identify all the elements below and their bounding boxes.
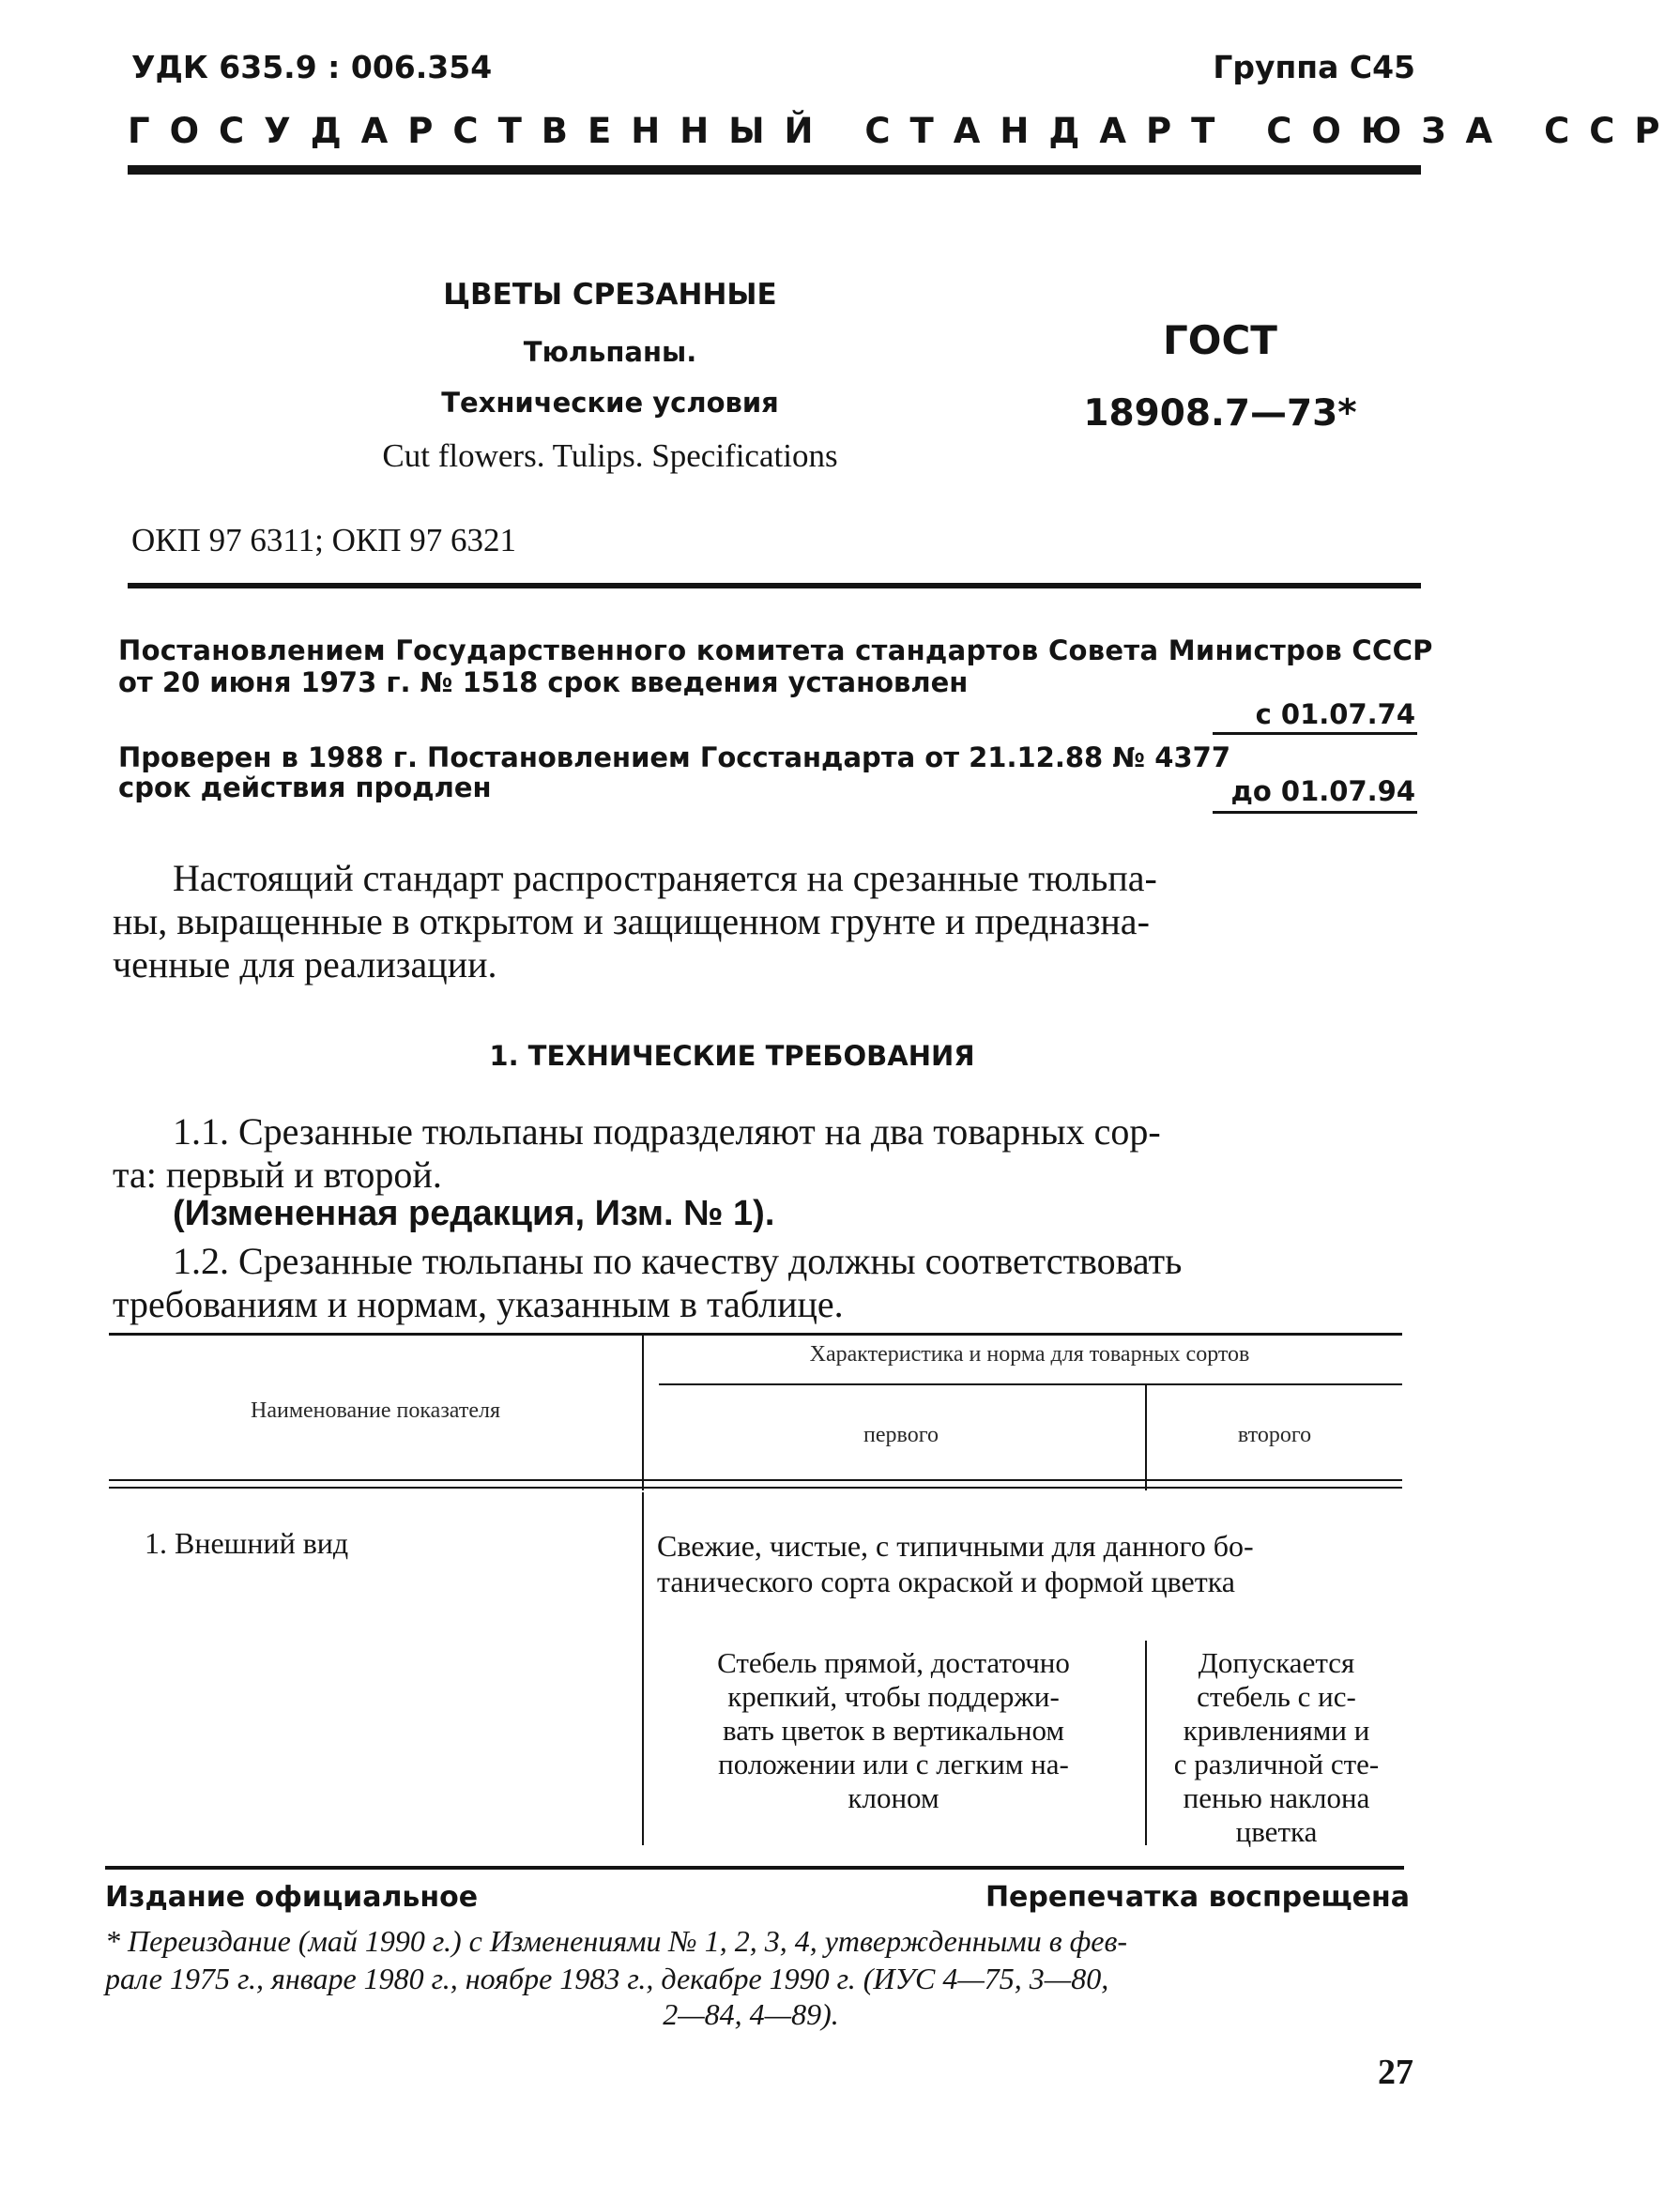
- p12-line-1: 1.2. Срезанные тюльпаны по качеству должны соответствовать: [173, 1240, 1183, 1282]
- doc-subtitle-2: Технические условия: [441, 387, 779, 419]
- row1-second-line: стебель с ис-: [1197, 1680, 1356, 1713]
- row1-second-line: Допускается: [1198, 1646, 1355, 1679]
- footer-rule: [105, 1866, 1404, 1870]
- udk-code: УДК 635.9 : 006.354: [131, 49, 493, 85]
- row1-second-line: цветка: [1235, 1815, 1318, 1848]
- section-heading: 1. ТЕХНИЧЕСКИЕ ТРЕБОВАНИЯ: [489, 1040, 975, 1072]
- intro-line-2: ны, выращенные в открытом и защищенном грунте и предназна-: [113, 900, 1150, 942]
- header-second-grade: второго: [1237, 1423, 1312, 1447]
- english-title: Cut flowers. Tulips. Specifications: [382, 437, 838, 474]
- group-code: Группа С45: [1213, 49, 1415, 85]
- p12-line-2: требованиям и нормам, указанным в таблице.: [113, 1283, 844, 1325]
- table-group-rule: [659, 1383, 1402, 1385]
- header-grade-group: Характеристика и норма для товарных сортов: [809, 1342, 1250, 1367]
- decree-line-4: срок действия продлен: [118, 772, 492, 803]
- reissue-note-line-1: * Переиздание (май 1990 г.) с Изменениями № 1, 2, 3, 4, утвержденными в фев-: [105, 1924, 1128, 1958]
- okp-codes: ОКП 97 6311; ОКП 97 6321: [131, 522, 516, 558]
- row1-first-line: вать цветок в вертикальном: [722, 1714, 1065, 1747]
- row1-parameter: 1. Внешний вид: [145, 1526, 349, 1560]
- date-to-rule: [1213, 811, 1417, 814]
- reissue-note-line-2: рале 1975 г., январе 1980 г., ноябре 1983 г., декабре 1990 г. (ИУС 4—75, 3—80,: [105, 1962, 1109, 1995]
- table-body-subdivider: [1145, 1641, 1147, 1845]
- table-body-divider: [642, 1492, 644, 1845]
- row1-second-grade-text: [1151, 1646, 1402, 1849]
- row1-common-line: Свежие, чистые, с типичными для данного бо-: [657, 1529, 1254, 1563]
- intro-line-1: Настоящий стандарт распространяется на срезанные тюльпа-: [173, 857, 1157, 899]
- row1-first-line: крепкий, чтобы поддержи-: [727, 1680, 1060, 1713]
- decree-line-2: от 20 июня 1973 г. № 1518 срок введения установлен: [118, 666, 969, 698]
- decree-line-1: Постановлением Государственного комитета стандартов Совета Министров СССР: [118, 634, 1433, 666]
- decree-date-from: с 01.07.74: [1255, 698, 1415, 730]
- row1-first-line: положении или с легким на-: [718, 1748, 1069, 1780]
- row1-first-line: Стебель прямой, достаточно: [717, 1646, 1070, 1679]
- row1-second-line: с различной сте-: [1173, 1748, 1380, 1780]
- date-from-rule: [1213, 732, 1417, 735]
- doc-title: ЦВЕТЫ СРЕЗАННЫЕ: [443, 278, 777, 312]
- gost-label: ГОСТ: [1163, 317, 1277, 363]
- banner-rule: [128, 165, 1421, 175]
- intro-line-3: ченные для реализации.: [113, 943, 497, 985]
- p11-line-1: 1.1. Срезанные тюльпаны подразделяют на два товарных сор-: [173, 1110, 1161, 1153]
- table-top-rule: [109, 1333, 1402, 1336]
- doc-subtitle: Тюльпаны.: [523, 336, 697, 368]
- header-parameter-name: Наименование показателя: [251, 1398, 500, 1423]
- decree-line-3: Проверен в 1988 г. Постановлением Госстандарта от 21.12.88 № 4377: [118, 741, 1231, 773]
- reprint-prohibited: Перепечатка воспрещена: [985, 1881, 1410, 1914]
- row1-first-grade-text: [648, 1646, 1139, 1815]
- table-header-divider: [642, 1335, 644, 1490]
- row1-common-text: [657, 1528, 1402, 1599]
- row1-common-line: танического сорта окраской и формой цветка: [657, 1565, 1235, 1598]
- table-header-rule-1: [109, 1479, 1402, 1481]
- decree-date-to: до 01.07.94: [1230, 775, 1415, 807]
- title-rule: [128, 583, 1421, 588]
- p11-line-2: та: первый и второй.: [113, 1153, 442, 1196]
- page-number: 27: [1378, 2053, 1413, 2092]
- standard-banner: ГОСУДАРСТВЕННЫЙ СТАНДАРТ СОЮЗА ССР: [128, 111, 1680, 151]
- header-first-grade: первого: [863, 1423, 939, 1447]
- official-edition: Издание официальное: [105, 1881, 479, 1914]
- table-header-rule-2: [109, 1487, 1402, 1489]
- row1-first-line: клоном: [848, 1781, 939, 1814]
- row1-second-line: пенью наклона: [1183, 1781, 1370, 1814]
- gost-number: 18908.7—73*: [1083, 392, 1357, 435]
- row1-second-line: кривлениями и: [1183, 1714, 1370, 1747]
- reissue-note-line-3: 2—84, 4—89).: [663, 1997, 839, 2031]
- amendment-note: (Измененная редакция, Изм. № 1).: [173, 1194, 775, 1233]
